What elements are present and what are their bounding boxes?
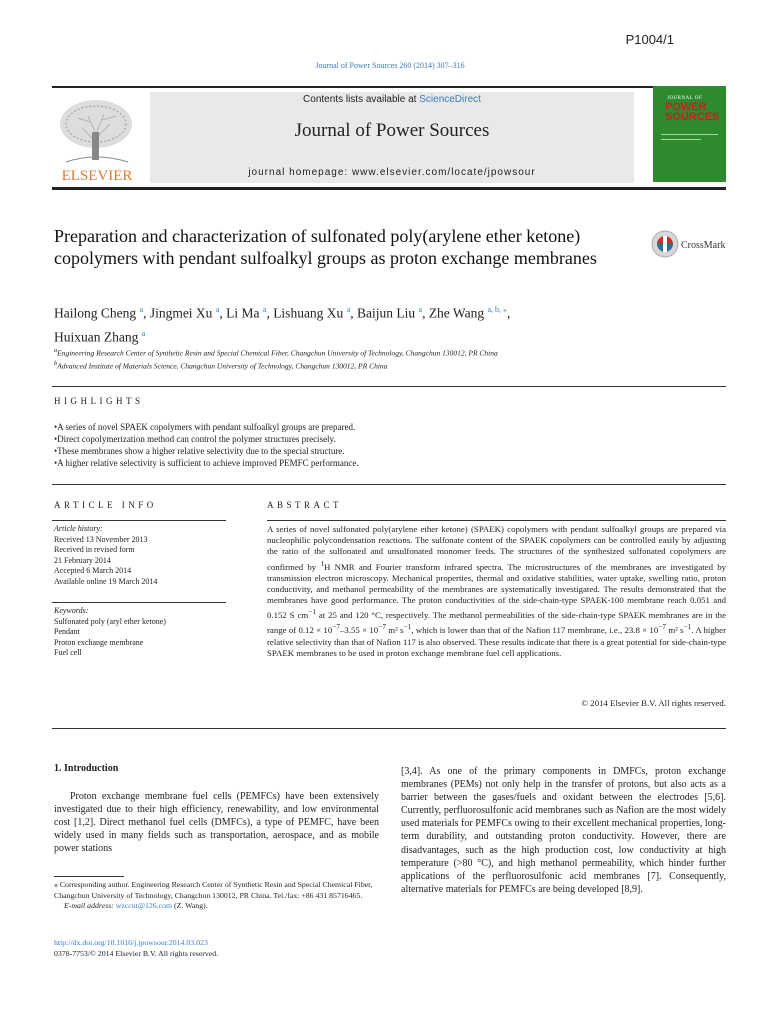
highlight-item: • A series of novel SPAEK copolymers with pendant sulfoalkyl groups are prepared. [54,421,359,433]
highlight-item: • Direct copolymerization method can control the polymer structures precisely. [54,433,359,445]
keywords-label: Keywords: [54,606,89,615]
elsevier-logo [52,92,142,182]
highlights-list [54,421,359,469]
affiliation: Engineering Research Center of Synthetic Resin and Special Chemical Fiber, Changchun University of Technology, Changchun 130012, PR China [57,348,498,358]
history-item: Accepted 6 March 2014 [54,566,132,575]
journal-cover [653,86,726,182]
keywords [54,606,166,659]
journal-title: Journal of Power Sources [294,120,490,141]
author[interactable]: Li Ma [226,305,260,321]
author[interactable]: Baijun Liu [357,305,416,321]
history-label: Article history: [54,524,103,533]
affiliation: Advanced Institute of Materials Science, Changchun University of Technology, Changchun 130012, PR China [57,361,388,370]
crossmark-badge[interactable] [651,229,731,266]
keyword: Pendant [54,627,80,636]
body-text-column-1: Proton exchange membrane fuel cells (PEMFCs) have been extensively investigated due to their high efficiency, renewability, and low environmental cost [1,2]. Direct methanol fuel cells (DMFCs), a type of PEMFC, have been widely used in many fields such as transportation, aerospace, and as mobile power stations [54,791,379,855]
divider [52,520,226,521]
keyword: Proton exchange membrane [54,637,144,647]
keyword: Fuel cell [54,648,82,657]
email-label: E-mail address: [64,901,114,910]
email-link[interactable]: wzccut@126.com [115,901,173,910]
divider [52,728,726,729]
history-item: 21 February 2014 [54,555,111,565]
cover-line1: JOURNAL OF [667,96,703,101]
author[interactable]: Huixuan Zhang [54,329,139,344]
history-item: Available online 19 March 2014 [54,576,158,586]
divider [52,386,726,387]
article-info-heading: ARTICLE INFO [54,500,157,510]
abstract-heading: ABSTRACT [267,500,343,510]
divider [267,520,726,521]
journal-homepage[interactable]: journal homepage: www.elsevier.com/locate/jpowsour [248,167,536,178]
highlight-item: • These membranes show a higher relative selectivity due to the special structure. [54,445,359,457]
page-id: P1004/1 [625,32,674,47]
abstract-text: A series of novel sulfonated poly(arylene ether ketone) (SPAEK) copolymers with pendant sulfoalkyl groups are prepared via nucleophilic polycondensation reactions. The sulfonate content of the SPAEK copolymers can be controlled easily by adjusting the ratio of the sulfonated and unsulfonated monomer feeds. The structures of the synthesized sulfonated copolymers are confirmed by $^1$H NMR and Fourier transform infrared spectra. The microstructures of the membranes are investigated by transmission electron microscopy. Mechanical properties, thermal and oxidative stabilities, water uptake, swelling ratio, proton conductivity, and methanol permeability of the membranes are systematically investigated. The results demonstrated that the membranes have good performance. The proton conductivities of the side-chain-type SPAEK-100 membrane reach 0.051 and 0.152 S $cm^{-1}$ at 25 and 120 °C, respectively. The methanol permeabilities of the side-chain-type SPAEK membranes are in the range of $0.12 \times 10^{-7}-3.55 \times 10^{-7}$ m² $s^{-1}$, which is lower than that of the Nafion 117 membrane, i.e., $23.8 \times 10^{-7}$ m² $s^{-1}$. A higher relative selectivity than that of Nafion 117 is also observed. These results indicate that there is a great potential for side-chain-type SPAEK membranes to be used in proton exchange membrane fuel cell applications. [267,524,726,658]
article-history [54,524,157,587]
doi-link[interactable]: http://dx.doi.org/10.1016/j.jpowsour.2014.03.023 [54,938,208,947]
doi-block [54,938,218,959]
sciencedirect-link[interactable]: ScienceDirect [419,94,481,105]
cover-line2: POWER [665,101,707,113]
divider [52,602,226,603]
author-list: Hailong Cheng $^a$, Jingmei Xu $^a$, Li Ma $^a$, Lishuang Xu $^a$, Baijun Liu $^a$, Zhe Wang $^{a, b, ⁎}$, Huixuan Zhang $^a$ [54,305,511,344]
cover-line3: SOURCES [665,111,720,123]
corresponding-author-footnote [54,880,379,912]
author[interactable]: Lishuang Xu [273,305,344,321]
author[interactable]: Hailong Cheng [54,305,137,321]
contents-prefix: Contents lists available at [303,94,417,105]
keyword: Sulfonated poly (aryl ether ketone) [54,616,166,626]
abstract-copyright: © 2014 Elsevier B.V. All rights reserved. [581,698,726,708]
crossmark-label: CrossMark [681,240,726,251]
email-suffix: (Z. Wang). [173,901,208,910]
header-bottom-rule [52,187,726,190]
publisher-name: ELSEVIER [61,168,133,182]
affiliations: $^a$Engineering Research Center of Synthetic Resin and Special Chemical Fiber, Changchun University of Technology, Changchun 130012, PR China $^b$Advanced Institute of Materials Science, Changchun University of Technology, Changchun 130012, PR China [54,347,498,370]
history-item: Received in revised form [54,545,135,554]
header-top-rule [52,86,726,88]
section-heading-introduction: 1. Introduction [54,763,119,774]
journal-reference[interactable]: Journal of Power Sources 260 (2014) 307–316 [315,61,465,70]
highlight-item: • A higher relative selectivity is sufficient to achieve improved PEMFC performance. [54,457,359,469]
author[interactable]: Jingmei Xu [149,305,213,321]
footnote-rule [54,876,124,877]
highlights-heading: HIGHLIGHTS [54,396,144,406]
contents-line [150,94,634,105]
body-text-column-2: [3,4]. As one of the primary components in DMFCs, proton exchange membranes (PEMs) not only help in the transfer of protons, but also acts as a barrier between the gases/fuels and oxidant between the electrodes [5,6]. Currently, perfluorosulfonic acid membranes such as Nafion are the most widely used materials for PEMFCs owing to their excellent mechanical properties, long-term durability, and outstanding proton conductivity. However, there are disadvantages, such as the high production cost, low conductivity at high temperature (>80 °C), and high methanol permeability, which hinder further applications of the perfluorosulfonic acid membranes [7]. Consequently, alternative materials for PEMFCs are being developed [8,9]. [401,766,726,895]
article-title: Preparation and characterization of sulfonated poly(arylene ether ketone) copolymers with pendant sulfoalkyl groups as proton exchange membranes [54,226,597,268]
history-item: Received 13 November 2013 [54,534,148,544]
author[interactable]: Zhe Wang [428,305,485,321]
footnote-text: ⁎ Corresponding author. Engineering Research Center of Synthetic Resin and Special Chemical Fiber, Changchun University of Technology, Changchun 130012, PR China. Tel./fax: +86 431 85716465. [54,880,373,900]
issn-line: 0378-7753/© 2014 Elsevier B.V. All rights reserved. [54,948,219,958]
divider [52,484,726,485]
